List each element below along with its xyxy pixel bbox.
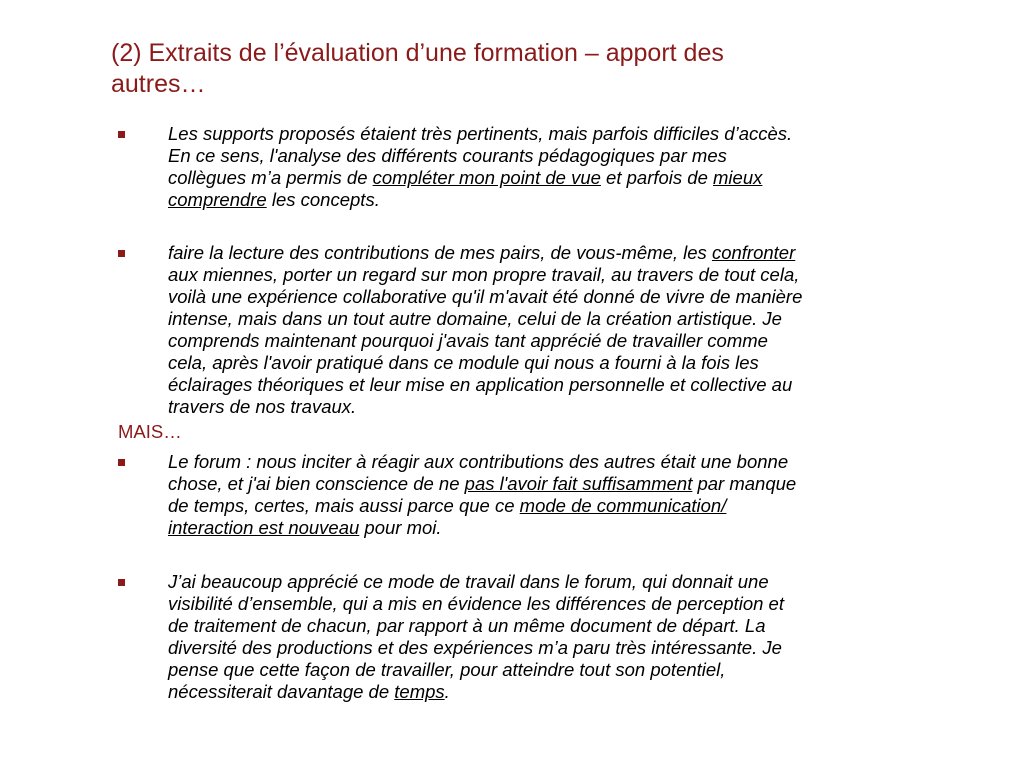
underlined-phrase: mode de communication/ [519, 495, 727, 516]
text-segment: et parfois de [600, 167, 714, 188]
text-segment: les concepts. [266, 189, 380, 210]
underlined-phrase: interaction est nouveau [168, 517, 360, 538]
separator-label: MAIS… [118, 421, 182, 442]
bullet-line [168, 451, 958, 473]
bullet-line [168, 330, 958, 352]
bullet-line [168, 123, 958, 145]
text-segment: pense que cette façon de travailler, pour atteindre tout son potentiel, [168, 659, 726, 680]
text-segment: de traitement de chacun, par rapport à un même document de départ. La [168, 615, 766, 636]
bullet-text [168, 571, 958, 703]
bullet-line [168, 242, 958, 264]
text-segment: de temps, certes, mais aussi parce que ce [168, 495, 520, 516]
underlined-phrase: mieux [713, 167, 763, 188]
bullet-text [168, 123, 958, 211]
bullet-line [168, 593, 958, 615]
underlined-phrase: comprendre [168, 189, 267, 210]
underlined-phrase: compléter mon point de vue [372, 167, 601, 188]
bullet-line [168, 374, 958, 396]
text-segment: Les supports proposés étaient très pertinents, mais parfois difficiles d’accès. [168, 123, 793, 144]
text-segment: voilà une expérience collaborative qu'il m'avait été donné de vivre de manière [168, 286, 803, 307]
bullet-line [168, 659, 958, 681]
text-segment: travers de nos travaux. [168, 396, 357, 417]
text-segment: diversité des productions et des expériences m’a paru très intéressante. Je [168, 637, 782, 658]
text-segment: pour moi. [359, 517, 442, 538]
text-segment: aux miennes, porter un regard sur mon propre travail, au travers de tout cela, [168, 264, 800, 285]
text-segment: cela, après l'avoir pratiqué dans ce module qui nous a fourni à la fois les [168, 352, 759, 373]
square-bullet-icon [118, 579, 125, 586]
bullet-text [168, 451, 958, 539]
bullet-line [168, 167, 958, 189]
bullet-line [168, 352, 958, 374]
bullet-line [168, 681, 958, 703]
bullet-line [168, 495, 958, 517]
text-segment: nécessiterait davantage de [168, 681, 395, 702]
bullet-line [168, 396, 958, 418]
text-segment: collègues m’a permis de [168, 167, 373, 188]
text-segment: En ce sens, l'analyse des différents courants pédagogiques par mes [168, 145, 727, 166]
underlined-phrase: pas l'avoir fait suffisamment [464, 473, 693, 494]
bullet-line [168, 145, 958, 167]
text-segment: par manque [692, 473, 797, 494]
underlined-phrase: temps [394, 681, 445, 702]
text-segment: Le forum : nous inciter à réagir aux contributions des autres était une bonne [168, 451, 789, 472]
text-segment: . [444, 681, 450, 702]
bullet-line [168, 571, 958, 593]
bullet-line [168, 473, 958, 495]
square-bullet-icon [118, 131, 125, 138]
bullet-line [168, 615, 958, 637]
square-bullet-icon [118, 250, 125, 257]
text-segment: chose, et j'ai bien conscience de ne [168, 473, 465, 494]
bullet-line [168, 637, 958, 659]
underlined-phrase: confronter [711, 242, 796, 263]
text-segment: faire la lecture des contributions de mes pairs, de vous-même, les [168, 242, 712, 263]
bullet-line [168, 308, 958, 330]
text-segment: comprends maintenant pourquoi j'avais tant apprécié de travailler comme [168, 330, 768, 351]
text-segment: visibilité d’ensemble, qui a mis en évidence les différences de perception et [168, 593, 784, 614]
bullet-line [168, 264, 958, 286]
text-segment: intense, mais dans un tout autre domaine, celui de la création artistique. Je [168, 308, 782, 329]
bullet-line [168, 189, 958, 211]
text-segment: éclairages théoriques et leur mise en application personnelle et collective au [168, 374, 793, 395]
text-segment: J’ai beaucoup apprécié ce mode de travail dans le forum, qui donnait une [168, 571, 769, 592]
bullet-line [168, 286, 958, 308]
slide-title-line-2: autres… [111, 70, 206, 98]
square-bullet-icon [118, 459, 125, 466]
bullet-text [168, 242, 958, 418]
slide-title-line-1: (2) Extraits de l’évaluation d’une formation – apport des [111, 39, 724, 67]
bullet-line [168, 517, 958, 539]
